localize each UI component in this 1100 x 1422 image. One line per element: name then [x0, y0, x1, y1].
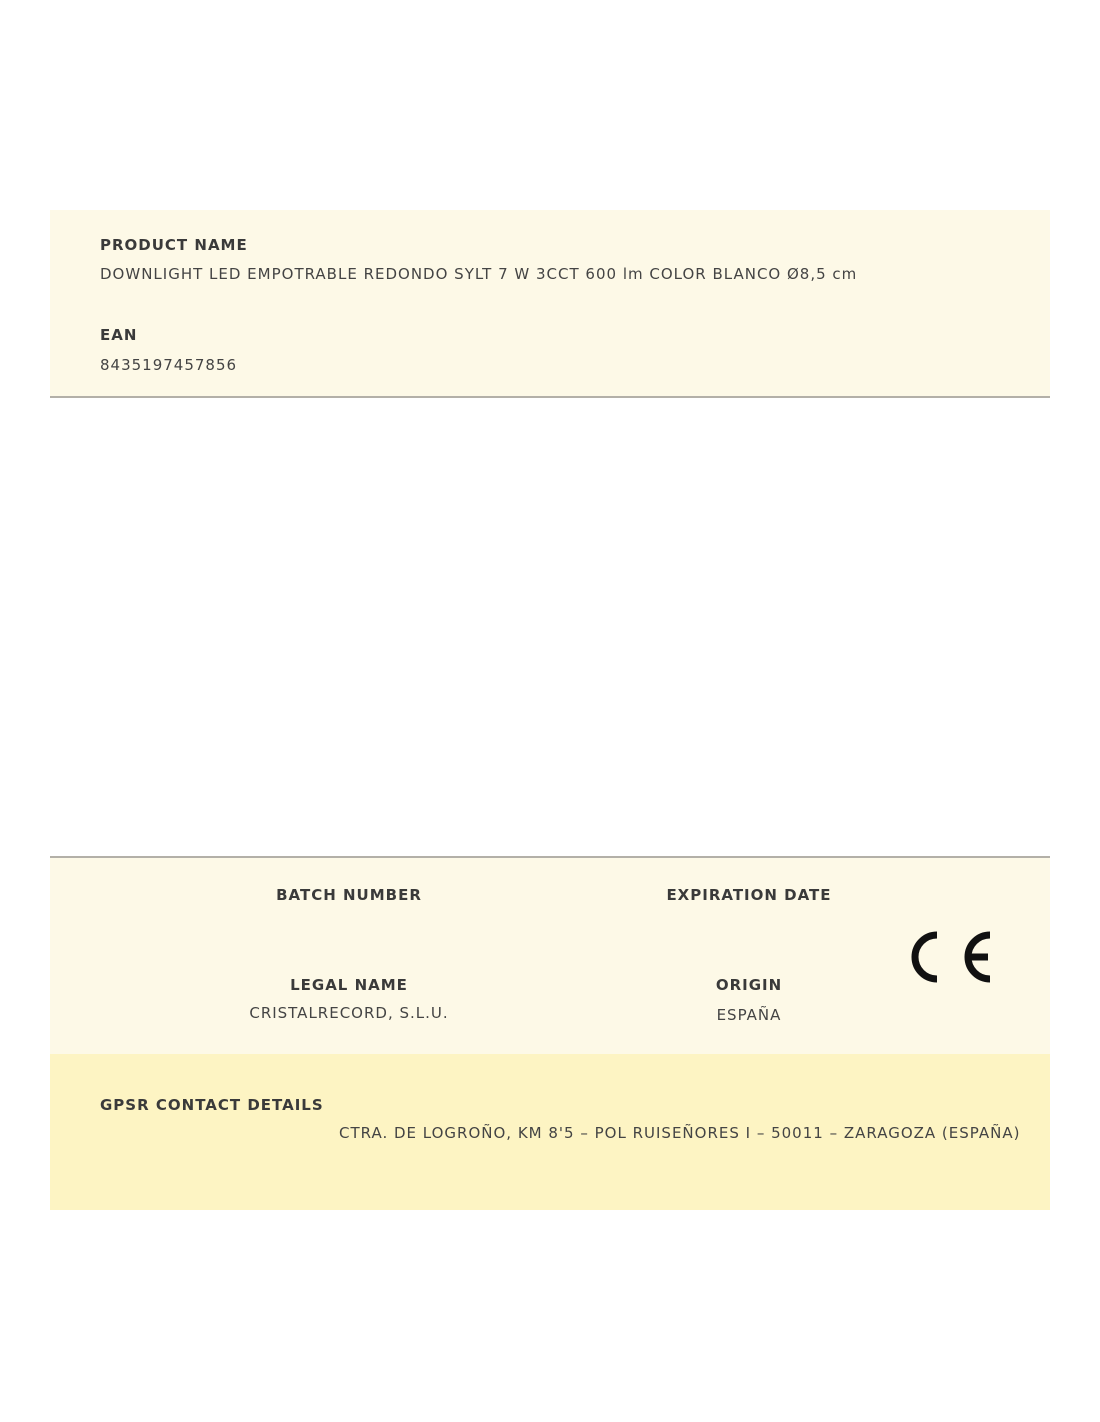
product-info-section	[50, 210, 1050, 398]
gpsr-address: CTRA. DE LOGROÑO, KM 8'5 – POL RUISEÑORES I – 50011 – ZARAGOZA (ESPAÑA)	[339, 1124, 1021, 1142]
legal-name-value: CRISTALRECORD, S.L.U.	[249, 1004, 449, 1022]
expiration-date-label: EXPIRATION DATE	[666, 886, 832, 904]
batch-number-label: BATCH NUMBER	[276, 886, 422, 904]
gpsr-contact-label: GPSR CONTACT DETAILS	[100, 1096, 324, 1114]
ean-label: EAN	[100, 326, 138, 344]
ce-mark-icon	[908, 928, 992, 986]
product-name-label: PRODUCT NAME	[100, 236, 248, 254]
product-name-value: DOWNLIGHT LED EMPOTRABLE REDONDO SYLT 7 W 3CCT 600 lm COLOR BLANCO Ø8,5 cm	[100, 265, 858, 283]
gpsr-contact-section	[50, 1054, 1050, 1210]
batch-legal-section	[50, 856, 1050, 1056]
ean-value: 8435197457856	[100, 356, 238, 374]
origin-label: ORIGIN	[715, 976, 783, 994]
origin-value: ESPAÑA	[716, 1006, 782, 1024]
legal-name-label: LEGAL NAME	[290, 976, 408, 994]
